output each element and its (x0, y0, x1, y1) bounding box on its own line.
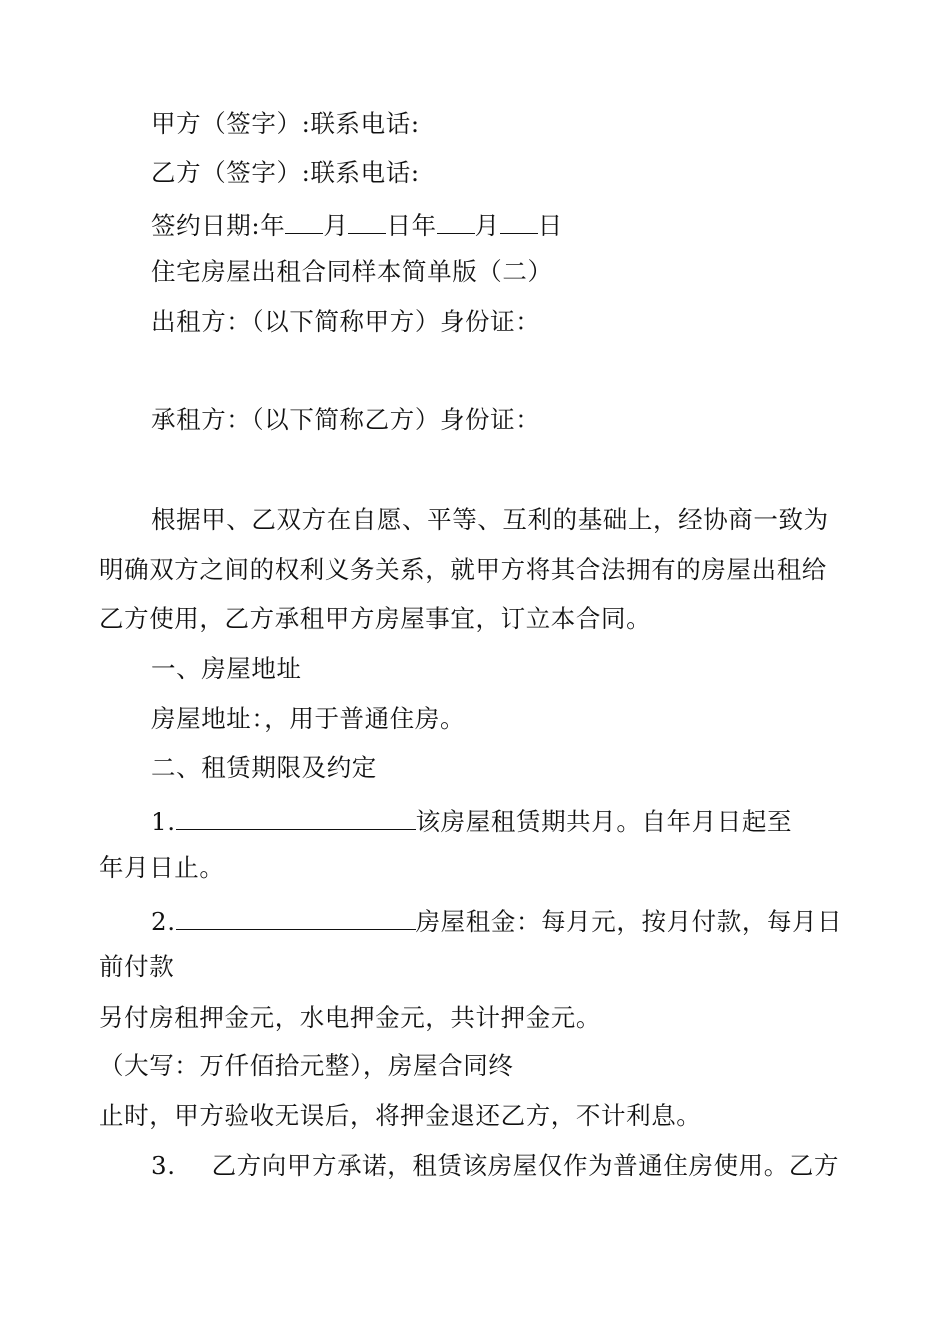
item-2-number: 2. (151, 907, 176, 936)
blank-field (437, 207, 475, 234)
section-2-heading: 二、租赁期限及约定 (151, 753, 377, 782)
item-3-number: 3. (151, 1151, 176, 1180)
sign-date-month-2: 月 (474, 211, 500, 240)
party-a-signature-line: 甲方（签字）:联系电话: (151, 109, 420, 138)
item-1-text: 该房屋租赁期共月。自年月日起至 (415, 807, 793, 836)
sign-date-month-1: 月 (323, 211, 349, 240)
item-2-continuation-4: 止时，甲方验收无误后，将押金退还乙方，不计利息。 (99, 1101, 702, 1130)
item-1-continuation: 年月日止。 (99, 853, 225, 882)
blank-field (285, 207, 323, 234)
contract-title: 住宅房屋出租合同样本简单版（二） (151, 257, 553, 286)
item-3-text: 乙方向甲方承诺，租赁该房屋仅作为普通住房使用。乙方 (211, 1151, 840, 1180)
sign-date-day-2: 日 (537, 211, 563, 240)
intro-line-3: 乙方使用，乙方承租甲方房屋事宜，订立本合同。 (99, 604, 652, 633)
item-2-line (151, 903, 842, 937)
item-2-text: 房屋租金：每月元，按月付款，每月日 (415, 907, 843, 936)
party-b-signature-line: 乙方（签字）:联系电话: (151, 158, 420, 187)
blank-field (348, 207, 386, 234)
item-2-continuation-2: 另付房租押金元，水电押金元，共计押金元。 (99, 1003, 601, 1032)
item-1-line (151, 803, 792, 837)
intro-line-2: 明确双方之间的权利义务关系，就甲方将其合法拥有的房屋出租给 (99, 555, 827, 584)
blank-field (176, 903, 416, 930)
sign-date-label: 签约日期:年 (151, 211, 286, 240)
intro-line-1: 根据甲、乙双方在自愿、平等、互利的基础上，经协商一致为 (151, 505, 829, 534)
sign-date-line (151, 207, 563, 241)
item-3-line (151, 1151, 839, 1181)
lessor-line: 出租方：（以下简称甲方）身份证： (151, 307, 541, 336)
section-1-address: 房屋地址：，用于普通住房。 (151, 704, 466, 733)
item-2-continuation-1: 前付款 (99, 952, 175, 981)
item-2-continuation-3: （大写：万仟佰拾元整），房屋合同终 (99, 1051, 514, 1080)
lessee-line: 承租方：（以下简称乙方）身份证： (151, 405, 541, 434)
blank-field (500, 207, 538, 234)
section-1-heading: 一、房屋地址 (151, 654, 302, 683)
item-1-number: 1. (151, 807, 176, 836)
blank-field (176, 803, 416, 830)
sign-date-day-year: 日年 (386, 211, 437, 240)
